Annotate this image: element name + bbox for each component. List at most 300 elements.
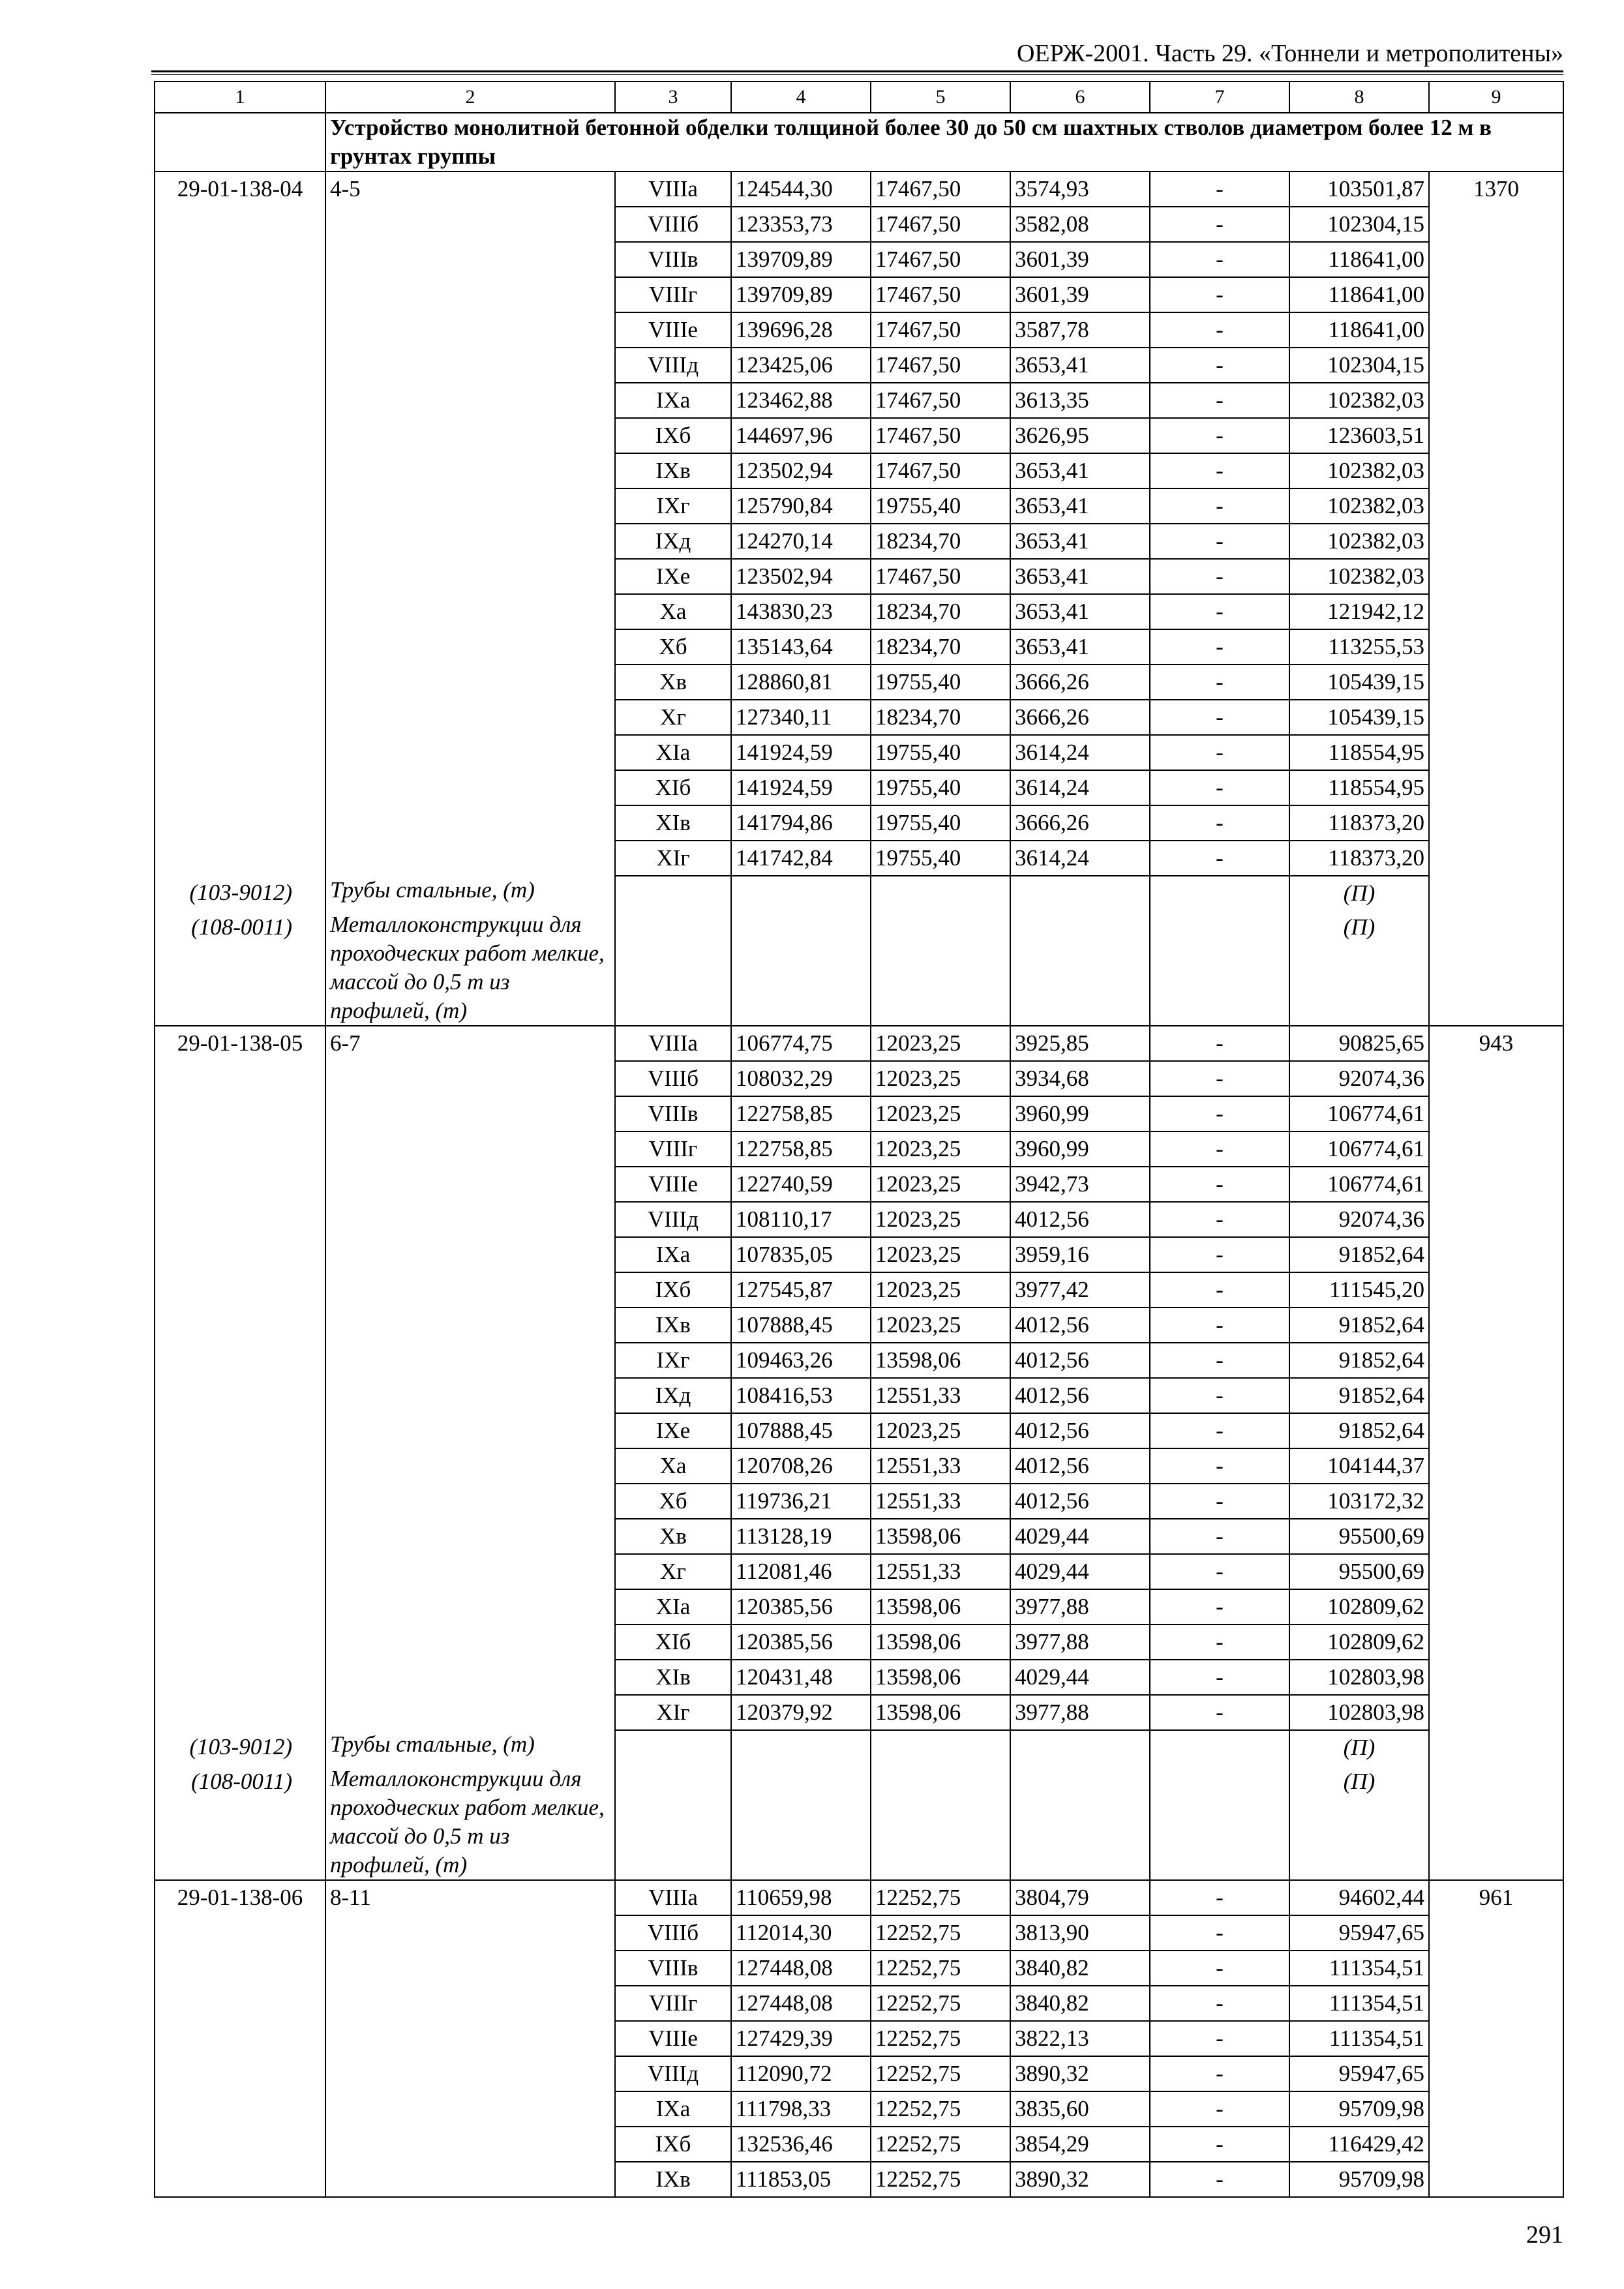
column-number-row: [155, 82, 1563, 113]
empty-cell: [871, 876, 1010, 910]
wages-cell: 13598,06: [871, 1519, 1010, 1554]
material-row: [155, 876, 1563, 910]
wages-cell: 17467,50: [871, 348, 1010, 383]
group-cell: [325, 277, 615, 312]
norm-code-cell: [155, 1695, 325, 1730]
norm-code-cell: [155, 1061, 325, 1096]
soil-category-cell: Xв: [615, 665, 731, 700]
column-number: 8: [1289, 82, 1429, 113]
table-row: [155, 1624, 1563, 1660]
soil-category-cell: VIIIе: [615, 312, 731, 348]
wages-cell: 12252,75: [871, 1986, 1010, 2021]
materials-cost-cell: 102382,03: [1289, 453, 1429, 488]
total-cost-cell: 127340,11: [731, 700, 871, 735]
total-cost-cell: 112090,72: [731, 2056, 871, 2091]
wages-cell: 12023,25: [871, 1237, 1010, 1272]
drivers-wages-cell: -: [1150, 1378, 1289, 1413]
table-row: [155, 2021, 1563, 2056]
wages-cell: 13598,06: [871, 1343, 1010, 1378]
soil-category-cell: Xг: [615, 1554, 731, 1589]
norm-code-cell: [155, 2056, 325, 2091]
wages-cell: 19755,40: [871, 488, 1010, 524]
materials-cost-cell: 113255,53: [1289, 629, 1429, 665]
wages-cell: 19755,40: [871, 770, 1010, 805]
section-title-row: [155, 113, 1563, 172]
norm-code-cell: [155, 735, 325, 770]
materials-cost-cell: 102382,03: [1289, 524, 1429, 559]
group-cell: [325, 1986, 615, 2021]
total-cost-cell: 127429,39: [731, 2021, 871, 2056]
table-row: [155, 1308, 1563, 1343]
drivers-wages-cell: -: [1150, 1589, 1289, 1624]
labor-cell: [1429, 348, 1563, 383]
norm-code-cell: [155, 629, 325, 665]
soil-category-cell: IXв: [615, 453, 731, 488]
empty-cell: [1429, 1730, 1563, 1765]
group-cell: [325, 1096, 615, 1131]
table-row: [155, 1519, 1563, 1554]
group-cell: [325, 524, 615, 559]
materials-cost-cell: 102809,62: [1289, 1589, 1429, 1624]
machines-cell: 4029,44: [1010, 1554, 1150, 1589]
group-cell: [325, 1308, 615, 1343]
wages-cell: 12023,25: [871, 1131, 1010, 1167]
drivers-wages-cell: -: [1150, 1096, 1289, 1131]
norm-code-cell: [155, 2127, 325, 2162]
group-cell: [325, 1202, 615, 1237]
soil-category-cell: IXд: [615, 1378, 731, 1413]
drivers-wages-cell: -: [1150, 735, 1289, 770]
labor-cell: [1429, 242, 1563, 277]
materials-cost-cell: 121942,12: [1289, 594, 1429, 629]
table-row: [155, 2162, 1563, 2197]
materials-cost-cell: 95947,65: [1289, 1915, 1429, 1951]
table-row: [155, 1880, 1563, 1915]
wages-cell: 13598,06: [871, 1624, 1010, 1660]
labor-cell: [1429, 2091, 1563, 2127]
machines-cell: 3653,41: [1010, 524, 1150, 559]
empty-cell: [1429, 910, 1563, 1026]
empty-cell: [731, 910, 871, 1026]
materials-cost-cell: 90825,65: [1289, 1026, 1429, 1061]
soil-category-cell: IXг: [615, 488, 731, 524]
group-cell: [325, 1915, 615, 1951]
total-cost-cell: 127448,08: [731, 1951, 871, 1986]
machines-cell: 3582,08: [1010, 207, 1150, 242]
total-cost-cell: 123502,94: [731, 453, 871, 488]
labor-cell: [1429, 453, 1563, 488]
labor-cell: [1429, 1167, 1563, 1202]
soil-category-cell: IXв: [615, 1308, 731, 1343]
norm-code-cell: 29-01-138-06: [155, 1880, 325, 1915]
wages-cell: 12252,75: [871, 2162, 1010, 2197]
empty-cell: [615, 1765, 731, 1880]
soil-category-cell: VIIIд: [615, 348, 731, 383]
wages-cell: 13598,06: [871, 1695, 1010, 1730]
materials-cost-cell: 111545,20: [1289, 1272, 1429, 1308]
labor-cell: [1429, 629, 1563, 665]
machines-cell: 3934,68: [1010, 1061, 1150, 1096]
group-cell: [325, 1343, 615, 1378]
materials-cost-cell: 92074,36: [1289, 1202, 1429, 1237]
labor-cell: [1429, 1272, 1563, 1308]
soil-category-cell: VIIIб: [615, 207, 731, 242]
group-cell: [325, 1272, 615, 1308]
total-cost-cell: 122758,85: [731, 1131, 871, 1167]
soil-category-cell: Xб: [615, 1484, 731, 1519]
wages-cell: 12023,25: [871, 1061, 1010, 1096]
wages-cell: 17467,50: [871, 383, 1010, 418]
machines-cell: 4012,56: [1010, 1484, 1150, 1519]
total-cost-cell: 123353,73: [731, 207, 871, 242]
empty-cell: [1010, 910, 1150, 1026]
materials-cost-cell: 106774,61: [1289, 1131, 1429, 1167]
machines-cell: 3959,16: [1010, 1237, 1150, 1272]
materials-cost-cell: 102803,98: [1289, 1660, 1429, 1695]
soil-category-cell: VIIIе: [615, 1167, 731, 1202]
machines-cell: 3653,41: [1010, 559, 1150, 594]
labor-cell: [1429, 1519, 1563, 1554]
norm-code-cell: [155, 1413, 325, 1448]
labor-cell: 1370: [1429, 172, 1563, 207]
group-cell: [325, 1624, 615, 1660]
machines-cell: 3977,88: [1010, 1695, 1150, 1730]
machines-cell: 3653,41: [1010, 594, 1150, 629]
empty-cell: [1150, 1765, 1289, 1880]
table-row: [155, 559, 1563, 594]
norm-code-cell: [155, 1096, 325, 1131]
empty-cell: [871, 910, 1010, 1026]
machines-cell: 3666,26: [1010, 805, 1150, 841]
group-cell: [325, 559, 615, 594]
drivers-wages-cell: -: [1150, 277, 1289, 312]
table-row: [155, 1096, 1563, 1131]
column-number: 3: [615, 82, 731, 113]
soil-category-cell: IXг: [615, 1343, 731, 1378]
drivers-wages-cell: -: [1150, 1986, 1289, 2021]
group-cell: [325, 1131, 615, 1167]
machines-cell: 3653,41: [1010, 488, 1150, 524]
norm-code-cell: [155, 488, 325, 524]
total-cost-cell: 109463,26: [731, 1343, 871, 1378]
wages-cell: 19755,40: [871, 841, 1010, 876]
table-row: [155, 453, 1563, 488]
soil-category-cell: IXб: [615, 2127, 731, 2162]
table-row: [155, 665, 1563, 700]
soil-category-cell: Xб: [615, 629, 731, 665]
empty-cell: [1010, 876, 1150, 910]
soil-category-cell: XIб: [615, 770, 731, 805]
drivers-wages-cell: -: [1150, 1237, 1289, 1272]
soil-category-cell: VIIIб: [615, 1915, 731, 1951]
empty-cell: [1429, 1765, 1563, 1880]
wages-cell: 18234,70: [871, 594, 1010, 629]
labor-cell: [1429, 1624, 1563, 1660]
empty-cell: [731, 1730, 871, 1765]
materials-cost-cell: 118554,95: [1289, 770, 1429, 805]
materials-cost-cell: 102803,98: [1289, 1695, 1429, 1730]
drivers-wages-cell: -: [1150, 841, 1289, 876]
table-row: [155, 348, 1563, 383]
materials-cost-cell: 94602,44: [1289, 1880, 1429, 1915]
material-name: Трубы стальные, (т): [325, 1730, 615, 1765]
labor-cell: [1429, 2021, 1563, 2056]
soil-category-cell: XIг: [615, 1695, 731, 1730]
norm-code-cell: [155, 207, 325, 242]
machines-cell: 3614,24: [1010, 735, 1150, 770]
group-cell: [325, 1413, 615, 1448]
total-cost-cell: 128860,81: [731, 665, 871, 700]
machines-cell: 3601,39: [1010, 242, 1150, 277]
soil-category-cell: VIIIг: [615, 1131, 731, 1167]
machines-cell: 3614,24: [1010, 841, 1150, 876]
drivers-wages-cell: -: [1150, 1951, 1289, 1986]
machines-cell: 3653,41: [1010, 348, 1150, 383]
table-row: [155, 383, 1563, 418]
materials-cost-cell: 105439,15: [1289, 700, 1429, 735]
labor-cell: [1429, 665, 1563, 700]
table-row: [155, 207, 1563, 242]
materials-cost-cell: 103172,32: [1289, 1484, 1429, 1519]
machines-cell: 4029,44: [1010, 1519, 1150, 1554]
group-cell: [325, 1237, 615, 1272]
wages-cell: 12023,25: [871, 1167, 1010, 1202]
wages-cell: 12252,75: [871, 1951, 1010, 1986]
norm-code-cell: [155, 1343, 325, 1378]
group-cell: [325, 418, 615, 453]
machines-cell: 3822,13: [1010, 2021, 1150, 2056]
drivers-wages-cell: -: [1150, 665, 1289, 700]
page-number: 291: [1526, 2221, 1563, 2249]
table-row: [155, 700, 1563, 735]
table-row: [155, 1167, 1563, 1202]
soil-category-cell: VIIIд: [615, 2056, 731, 2091]
materials-cost-cell: 118641,00: [1289, 277, 1429, 312]
table-row: [155, 594, 1563, 629]
materials-cost-cell: 95709,98: [1289, 2091, 1429, 2127]
soil-category-cell: Xа: [615, 594, 731, 629]
wages-cell: 17467,50: [871, 559, 1010, 594]
group-cell: [325, 1519, 615, 1554]
materials-cost-cell: 103501,87: [1289, 172, 1429, 207]
machines-cell: 4012,56: [1010, 1413, 1150, 1448]
group-cell: [325, 1484, 615, 1519]
materials-cost-cell: 91852,64: [1289, 1237, 1429, 1272]
group-cell: [325, 594, 615, 629]
wages-cell: 12551,33: [871, 1554, 1010, 1589]
materials-cost-cell: 118373,20: [1289, 805, 1429, 841]
table-row: [155, 1343, 1563, 1378]
material-name: Металлоконструкции для проходческих работ мелкие, массой до 0,5 т из профилей, (т): [325, 910, 615, 1026]
group-cell: [325, 2021, 615, 2056]
group-cell: [325, 453, 615, 488]
labor-cell: [1429, 1484, 1563, 1519]
drivers-wages-cell: -: [1150, 348, 1289, 383]
drivers-wages-cell: -: [1150, 1061, 1289, 1096]
drivers-wages-cell: -: [1150, 524, 1289, 559]
drivers-wages-cell: -: [1150, 383, 1289, 418]
soil-category-cell: VIIIв: [615, 242, 731, 277]
total-cost-cell: 112014,30: [731, 1915, 871, 1951]
soil-category-cell: VIIIа: [615, 1880, 731, 1915]
drivers-wages-cell: -: [1150, 418, 1289, 453]
norm-code-cell: [155, 1484, 325, 1519]
empty-cell: [1010, 1730, 1150, 1765]
total-cost-cell: 127448,08: [731, 1986, 871, 2021]
table-row: [155, 2127, 1563, 2162]
norm-code-cell: 29-01-138-04: [155, 172, 325, 207]
empty-cell: [731, 1765, 871, 1880]
norm-code-cell: 29-01-138-05: [155, 1026, 325, 1061]
total-cost-cell: 120431,48: [731, 1660, 871, 1695]
column-number: 5: [871, 82, 1010, 113]
soil-category-cell: IXа: [615, 2091, 731, 2127]
group-cell: 4-5: [325, 172, 615, 207]
labor-cell: [1429, 524, 1563, 559]
empty-cell: [1150, 876, 1289, 910]
soil-category-cell: XIв: [615, 805, 731, 841]
total-cost-cell: 112081,46: [731, 1554, 871, 1589]
group-cell: [325, 242, 615, 277]
column-number: 1: [155, 82, 325, 113]
table-row: [155, 1061, 1563, 1096]
group-cell: [325, 2127, 615, 2162]
soil-category-cell: IXе: [615, 559, 731, 594]
norms-table: [154, 81, 1564, 2198]
labor-cell: [1429, 1202, 1563, 1237]
norm-code-cell: [155, 1448, 325, 1484]
table-row: [155, 1986, 1563, 2021]
machines-cell: 3840,82: [1010, 1986, 1150, 2021]
norm-code-cell: [155, 2021, 325, 2056]
header-rule-thin: [151, 74, 1563, 75]
norm-code-cell: [155, 242, 325, 277]
norm-code-cell: [155, 1202, 325, 1237]
labor-cell: [1429, 2127, 1563, 2162]
labor-cell: 943: [1429, 1026, 1563, 1061]
labor-cell: [1429, 2162, 1563, 2197]
table-row: [155, 2056, 1563, 2091]
materials-cost-cell: 106774,61: [1289, 1167, 1429, 1202]
table-row: [155, 1026, 1563, 1061]
drivers-wages-cell: -: [1150, 1167, 1289, 1202]
empty-cell: [871, 1765, 1010, 1880]
materials-cost-cell: 111354,51: [1289, 1951, 1429, 1986]
drivers-wages-cell: -: [1150, 1308, 1289, 1343]
table-row: [155, 841, 1563, 876]
wages-cell: 12252,75: [871, 2127, 1010, 2162]
labor-cell: [1429, 594, 1563, 629]
total-cost-cell: 127545,87: [731, 1272, 871, 1308]
total-cost-cell: 125790,84: [731, 488, 871, 524]
wages-cell: 18234,70: [871, 629, 1010, 665]
drivers-wages-cell: -: [1150, 805, 1289, 841]
material-row: [155, 1730, 1563, 1765]
group-cell: [325, 348, 615, 383]
group-cell: [325, 1061, 615, 1096]
norm-code-cell: [155, 1660, 325, 1695]
table-row: [155, 805, 1563, 841]
section-title: Устройство монолитной бетонной обделки толщиной более 30 до 50 см шахтных стволов диаметром более 12 м в грунтах группы: [325, 113, 1563, 172]
labor-cell: [1429, 1096, 1563, 1131]
machines-cell: 4029,44: [1010, 1660, 1150, 1695]
materials-cost-cell: 123603,51: [1289, 418, 1429, 453]
soil-category-cell: XIа: [615, 735, 731, 770]
labor-cell: [1429, 1554, 1563, 1589]
wages-cell: 12252,75: [871, 2091, 1010, 2127]
total-cost-cell: 107888,45: [731, 1413, 871, 1448]
material-code: (103-9012): [155, 876, 325, 910]
total-cost-cell: 124544,30: [731, 172, 871, 207]
group-cell: [325, 1448, 615, 1484]
wages-cell: 17467,50: [871, 242, 1010, 277]
materials-cost-cell: 111354,51: [1289, 1986, 1429, 2021]
drivers-wages-cell: -: [1150, 312, 1289, 348]
drivers-wages-cell: -: [1150, 207, 1289, 242]
soil-category-cell: XIб: [615, 1624, 731, 1660]
drivers-wages-cell: -: [1150, 1484, 1289, 1519]
wages-cell: 12252,75: [871, 2056, 1010, 2091]
drivers-wages-cell: -: [1150, 2091, 1289, 2127]
materials-cost-cell: 118641,00: [1289, 242, 1429, 277]
empty-cell: [615, 876, 731, 910]
group-cell: [325, 1554, 615, 1589]
labor-cell: [1429, 312, 1563, 348]
drivers-wages-cell: -: [1150, 1880, 1289, 1915]
wages-cell: 13598,06: [871, 1660, 1010, 1695]
wages-cell: 12551,33: [871, 1378, 1010, 1413]
machines-cell: 3613,35: [1010, 383, 1150, 418]
total-cost-cell: 135143,64: [731, 629, 871, 665]
materials-cost-cell: 95947,65: [1289, 2056, 1429, 2091]
norm-code-cell: [155, 1272, 325, 1308]
labor-cell: [1429, 735, 1563, 770]
soil-category-cell: IXе: [615, 1413, 731, 1448]
drivers-wages-cell: -: [1150, 2021, 1289, 2056]
norm-code-cell: [155, 1167, 325, 1202]
wages-cell: 12023,25: [871, 1308, 1010, 1343]
norm-code-cell: [155, 1624, 325, 1660]
labor-cell: [1429, 770, 1563, 805]
group-cell: [325, 665, 615, 700]
machines-cell: 3601,39: [1010, 277, 1150, 312]
wages-cell: 19755,40: [871, 735, 1010, 770]
total-cost-cell: 106774,75: [731, 1026, 871, 1061]
wages-cell: 18234,70: [871, 524, 1010, 559]
norm-code-cell: [155, 312, 325, 348]
machines-cell: 3840,82: [1010, 1951, 1150, 1986]
wages-cell: 12023,25: [871, 1026, 1010, 1061]
wages-cell: 12023,25: [871, 1413, 1010, 1448]
machines-cell: 3977,42: [1010, 1272, 1150, 1308]
wages-cell: 12252,75: [871, 1915, 1010, 1951]
empty-cell: [1429, 876, 1563, 910]
soil-category-cell: VIIIа: [615, 1026, 731, 1061]
total-cost-cell: 107888,45: [731, 1308, 871, 1343]
soil-category-cell: IXд: [615, 524, 731, 559]
wages-cell: 19755,40: [871, 805, 1010, 841]
soil-category-cell: IXв: [615, 2162, 731, 2197]
drivers-wages-cell: -: [1150, 1343, 1289, 1378]
material-mark: (П): [1289, 876, 1429, 910]
soil-category-cell: IXа: [615, 383, 731, 418]
labor-cell: [1429, 383, 1563, 418]
norms-table-body: [155, 82, 1563, 2197]
drivers-wages-cell: -: [1150, 172, 1289, 207]
soil-category-cell: VIIIг: [615, 277, 731, 312]
norm-code-cell: [155, 805, 325, 841]
labor-cell: [1429, 1413, 1563, 1448]
